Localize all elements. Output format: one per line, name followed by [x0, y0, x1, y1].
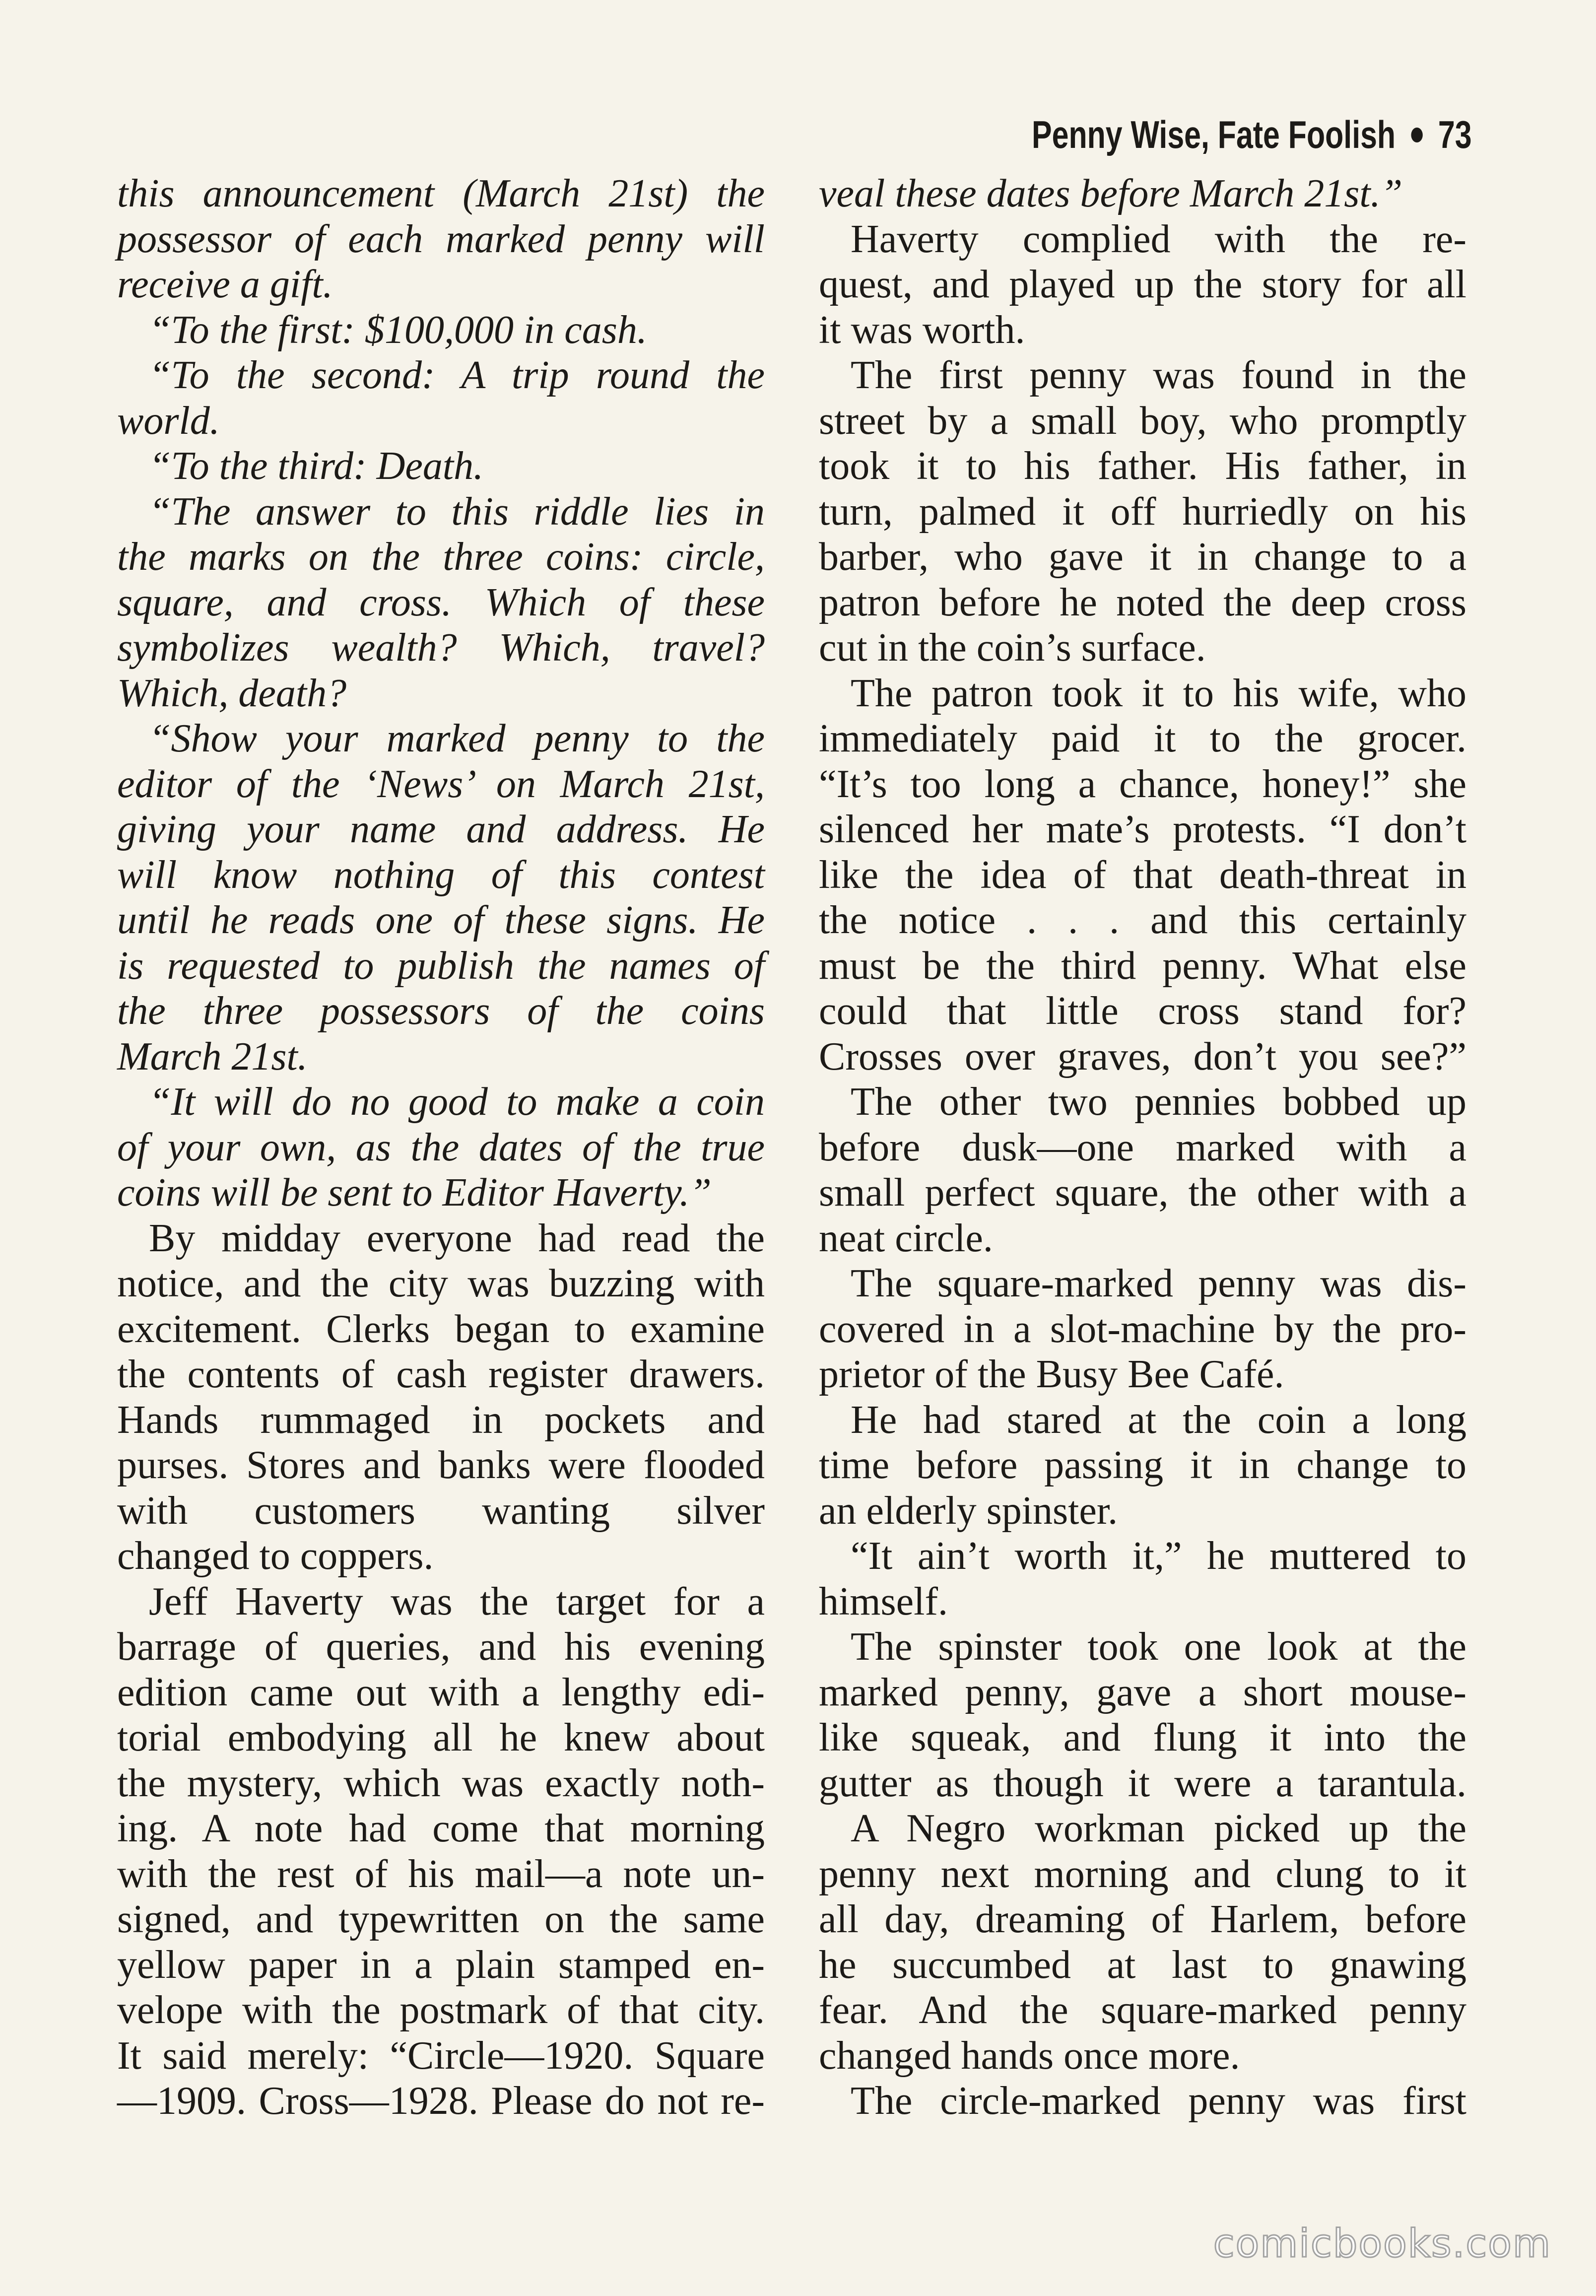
text-line: giving your name and address. He — [117, 808, 765, 851]
text-line: neat circle. — [819, 1216, 993, 1260]
text-line: The first penny was found in the — [851, 353, 1466, 397]
text-line: time before passing it in change to — [819, 1443, 1466, 1487]
text-line: barrage of queries, and his evening — [117, 1625, 765, 1669]
text-line: fear. And the square-marked penny — [819, 1988, 1466, 2032]
text-line: gutter as though it were a tarantula. — [819, 1761, 1466, 1805]
text-line: covered in a slot-machine by the pro- — [819, 1307, 1466, 1351]
text-line: barber, who gave it in change to a — [819, 535, 1466, 579]
text-line: prietor of the Busy Bee Café. — [819, 1352, 1284, 1396]
text-line: The spinster took one look at the — [851, 1625, 1466, 1669]
text-line: the contents of cash register drawers. — [117, 1352, 765, 1396]
text-line: “It’s too long a chance, honey!” she — [819, 762, 1466, 806]
text-line: veal these dates before March 21st.” — [819, 172, 1403, 215]
text-line: must be the third penny. What else — [819, 944, 1466, 988]
watermark: comicbooks.com — [1213, 2222, 1551, 2266]
right-column — [819, 171, 1466, 2124]
running-title: Penny Wise, Fate Foolish — [1032, 113, 1396, 156]
text-line: March 21st. — [117, 1034, 308, 1079]
text-line: “To the third: Death. — [149, 444, 484, 488]
text-line: world. — [117, 399, 220, 443]
text-line: penny next morning and clung to it — [819, 1852, 1466, 1896]
text-line: Hands rummaged in pockets and — [117, 1398, 765, 1442]
text-line: square, and cross. Which of these — [117, 580, 765, 624]
text-line: this announcement (March 21st) the — [117, 172, 765, 215]
text-line: signed, and typewritten on the same — [117, 1897, 765, 1941]
text-line: all day, dreaming of Harlem, before — [819, 1897, 1466, 1941]
text-line: A Negro workman picked up the — [851, 1807, 1466, 1850]
text-line: patron before he noted the deep cross — [819, 580, 1466, 624]
text-line: excitement. Clerks began to examine — [117, 1307, 765, 1351]
text-line: turn, palmed it off hurriedly on his — [819, 489, 1466, 534]
text-line: symbolizes wealth? Which, travel? — [117, 626, 765, 670]
text-line: changed hands once more. — [819, 2033, 1240, 2078]
text-line: The circle-marked penny was first — [851, 2079, 1466, 2123]
text-line: quest, and played up the story for all — [819, 263, 1466, 306]
text-line: the three possessors of the coins — [117, 989, 765, 1033]
text-line: Crosses over graves, don’t you see?” — [819, 1034, 1466, 1079]
text-line: Jeff Haverty was the target for a — [149, 1579, 765, 1623]
text-line: —1909. Cross—1928. Please do not re- — [117, 2079, 765, 2123]
text-line: “It will do no good to make a coin — [149, 1080, 765, 1124]
text-line: By midday everyone had read the — [149, 1216, 765, 1260]
text-line: of your own, as the dates of the true — [117, 1125, 765, 1169]
text-line: cut in the coin’s surface. — [819, 626, 1206, 670]
text-line: editor of the ‘News’ on March 21st, — [117, 762, 765, 806]
text-line: until he reads one of these signs. He — [117, 898, 765, 942]
text-line: “Show your marked penny to the — [149, 717, 765, 760]
text-line: with the rest of his mail—a note un- — [117, 1852, 765, 1896]
text-line: notice, and the city was buzzing with — [117, 1262, 765, 1305]
text-line: “It ain’t worth it,” he muttered to — [851, 1534, 1466, 1578]
text-line: The other two pennies bobbed up — [851, 1080, 1466, 1124]
left-column — [117, 171, 765, 2124]
text-line: silenced her mate’s protests. “I don’t — [819, 808, 1466, 851]
text-line: Which, death? — [117, 671, 347, 715]
text-line: velope with the postmark of that city. — [117, 1988, 765, 2032]
text-line: the notice . . . and this certainly — [819, 898, 1466, 942]
text-line: it was worth. — [819, 308, 1025, 352]
text-line: small perfect square, the other with a — [819, 1171, 1466, 1215]
text-line: yellow paper in a plain stamped en- — [117, 1943, 765, 1987]
text-line: edition came out with a lengthy edi- — [117, 1670, 765, 1714]
text-line: like the idea of that death-threat in — [819, 853, 1466, 897]
text-line: with customers wanting silver — [117, 1488, 765, 1533]
text-line: an elderly spinster. — [819, 1488, 1118, 1533]
text-line: torial embodying all he knew about — [117, 1716, 765, 1759]
text-line: marked penny, gave a short mouse- — [819, 1670, 1466, 1714]
text-line: the mystery, which was exactly noth- — [117, 1761, 765, 1805]
text-line: “To the second: A trip round the — [149, 353, 765, 397]
text-line: receive a gift. — [117, 263, 333, 306]
text-line: Haverty complied with the re- — [851, 217, 1466, 261]
text-line: immediately paid it to the grocer. — [819, 717, 1466, 760]
text-line: he succumbed at last to gnawing — [819, 1943, 1466, 1987]
text-line: “To the first: $100,000 in cash. — [149, 308, 647, 352]
text-line: the marks on the three coins: circle, — [117, 535, 765, 579]
text-line: The square-marked penny was dis- — [851, 1262, 1466, 1305]
bullet-dot-icon — [1411, 128, 1423, 142]
text-line: like squeak, and flung it into the — [819, 1716, 1466, 1759]
text-line: will know nothing of this contest — [117, 853, 765, 897]
text-line: took it to his father. His father, in — [819, 444, 1466, 488]
running-head — [1032, 112, 1472, 157]
text-line: The patron took it to his wife, who — [851, 671, 1466, 715]
text-line: street by a small boy, who promptly — [819, 399, 1466, 443]
text-line: ing. A note had come that morning — [117, 1807, 765, 1850]
text-line: coins will be sent to Editor Haverty.” — [117, 1171, 712, 1215]
text-line: before dusk—one marked with a — [819, 1125, 1466, 1169]
text-line: is requested to publish the names of — [117, 944, 765, 988]
text-line: himself. — [819, 1579, 948, 1623]
text-line: possessor of each marked penny will — [117, 217, 765, 261]
text-line: “The answer to this riddle lies in — [149, 489, 765, 534]
text-line: changed to coppers. — [117, 1534, 434, 1578]
text-line: purses. Stores and banks were flooded — [117, 1443, 765, 1487]
page-number: 73 — [1438, 113, 1472, 156]
text-line: It said merely: “Circle—1920. Square — [117, 2033, 765, 2078]
text-line: He had stared at the coin a long — [851, 1398, 1466, 1442]
text-line: could that little cross stand for? — [819, 989, 1466, 1033]
